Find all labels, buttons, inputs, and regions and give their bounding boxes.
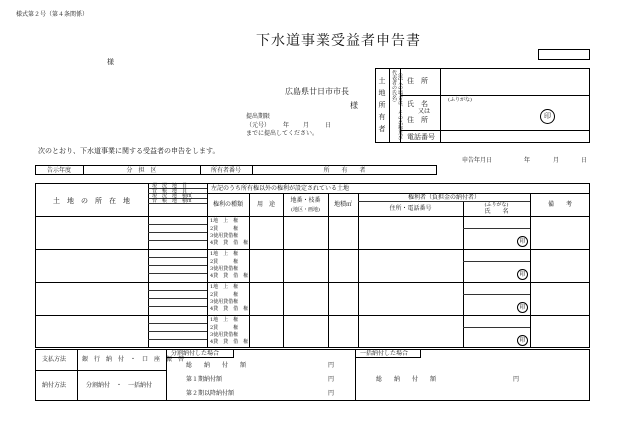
right-item-2: 2賃 権	[210, 226, 239, 232]
deadline-label: 提出期限	[246, 113, 271, 120]
honorific-top: 様	[107, 58, 114, 66]
col-right-type: 権利の種類	[212, 201, 243, 208]
row-seal: 印	[517, 236, 528, 247]
col-ledger-use: 台 帳 地 目	[152, 188, 188, 194]
header-division: 分 担 区	[126, 167, 157, 174]
col-remarks: 備 考	[547, 201, 572, 208]
lump-total-yen: 円	[513, 376, 520, 383]
right-item-3: 3使用貸借権	[210, 266, 239, 272]
right-item-4: 4貸 貸 借 権	[210, 240, 249, 246]
owner-side-label: 土地所有者	[378, 77, 386, 137]
pay-type-options: 分割納付 ・ 一括納付	[86, 382, 153, 389]
header-year: 告示年度	[46, 167, 71, 174]
split-first-yen: 円	[328, 376, 335, 383]
right-item-4: 4貸 貸 借 権	[210, 339, 249, 345]
owner-address-label: 住 所	[407, 77, 428, 85]
right-item-1: 1地 上 権	[210, 251, 239, 257]
rights-note: 左記のうち所有権以外の権利が設定されている土地	[211, 185, 350, 192]
right-item-1: 1地 上 権	[210, 284, 239, 290]
filing-year: 年	[524, 157, 531, 164]
lump-title: 一括納付した場合	[360, 350, 409, 357]
deadline-era: （元号）	[246, 122, 271, 129]
right-item-3: 3使用貸借権	[210, 299, 239, 305]
owner-name-label: 氏 名	[407, 100, 428, 108]
col-name: 氏 名	[484, 208, 509, 215]
pay-method-label: 支払方法	[42, 356, 67, 363]
filing-month: 月	[553, 157, 560, 164]
col-current-area: 現 況 地 積㎡	[152, 193, 193, 199]
filing-day: 日	[581, 157, 588, 164]
pay-method-options: 銀 行 納 付 ・ 口 座 振 替	[82, 356, 185, 363]
owner-seal: 印	[540, 109, 555, 124]
right-item-1: 1地 上 権	[210, 218, 239, 224]
deadline-month: 月	[303, 122, 310, 129]
right-item-4: 4貸 貸 借 権	[210, 306, 249, 312]
col-use: 用 途	[256, 201, 275, 208]
right-item-2: 2賃 権	[210, 292, 239, 298]
split-second-yen: 円	[328, 390, 335, 397]
owner-phone-label: 電話番号	[407, 133, 435, 141]
split-total-label: 総 納 付 額	[186, 362, 247, 369]
right-item-2: 2賃 権	[210, 325, 239, 331]
addressee: 広島県廿日市市長	[285, 87, 349, 96]
col-current-use: 現 況 地 目	[152, 183, 188, 189]
filing-date-label: 申告年月日	[462, 157, 493, 164]
row-seal: 印	[517, 335, 528, 346]
col-rights-holder: 権利者（負担金の納付者）	[407, 194, 480, 201]
right-item-1: 1地 上 権	[210, 317, 239, 323]
split-total-yen: 円	[328, 362, 335, 369]
intro-text: 次のとおり、下水道事業に関する受益者の申告をします。	[38, 147, 220, 155]
page-title: 下水道事業受益者申告書	[256, 33, 421, 49]
header-owner: 所 有 者	[323, 167, 366, 174]
owner-side-note: （法人の場合は、その名称及び代表者の氏名）	[391, 70, 403, 140]
land-location-header: 土 地 の 所 在 地	[53, 197, 130, 205]
col-ledger-area: 台 帳 地 積㎡	[152, 198, 193, 204]
owner-or-label: 又は	[418, 108, 431, 115]
split-second-label: 第２期以降納付額	[186, 390, 235, 397]
form-id: 様式第２号（第４条関係）	[16, 11, 89, 18]
col-lot-sub: (地区・画地)	[291, 207, 320, 213]
right-item-2: 2賃 権	[210, 259, 239, 265]
split-first-label: 第１期納付額	[186, 376, 223, 383]
col-area: 地積㎡	[333, 201, 352, 208]
honorific-mayor: 様	[350, 101, 358, 110]
row-seal: 印	[517, 269, 528, 280]
deadline-day: 日	[325, 122, 332, 129]
deadline-note: までに提出してください。	[246, 130, 319, 137]
col-lot-number: 地番・枝番	[290, 197, 321, 204]
pay-type-label: 納付方法	[42, 382, 67, 389]
right-item-3: 3使用貸借権	[210, 332, 239, 338]
right-item-3: 3使用貸借権	[210, 233, 239, 239]
col-addr-phone: 住所・電話番号	[389, 205, 432, 212]
reception-stamp-box	[538, 49, 590, 60]
col-furigana: (ふりがな)	[484, 202, 509, 208]
row-seal: 印	[517, 302, 528, 313]
owner-furigana: (ふりがな)	[448, 97, 472, 103]
lump-total-label: 総 納 付 額	[376, 376, 437, 383]
split-title: 分割納付した場合	[171, 350, 220, 357]
right-item-4: 4貸 貸 借 権	[210, 273, 249, 279]
header-lot: 所有者番号	[210, 167, 241, 174]
owner-address2-label: 住 所	[407, 116, 428, 124]
deadline-year: 年	[283, 122, 290, 129]
